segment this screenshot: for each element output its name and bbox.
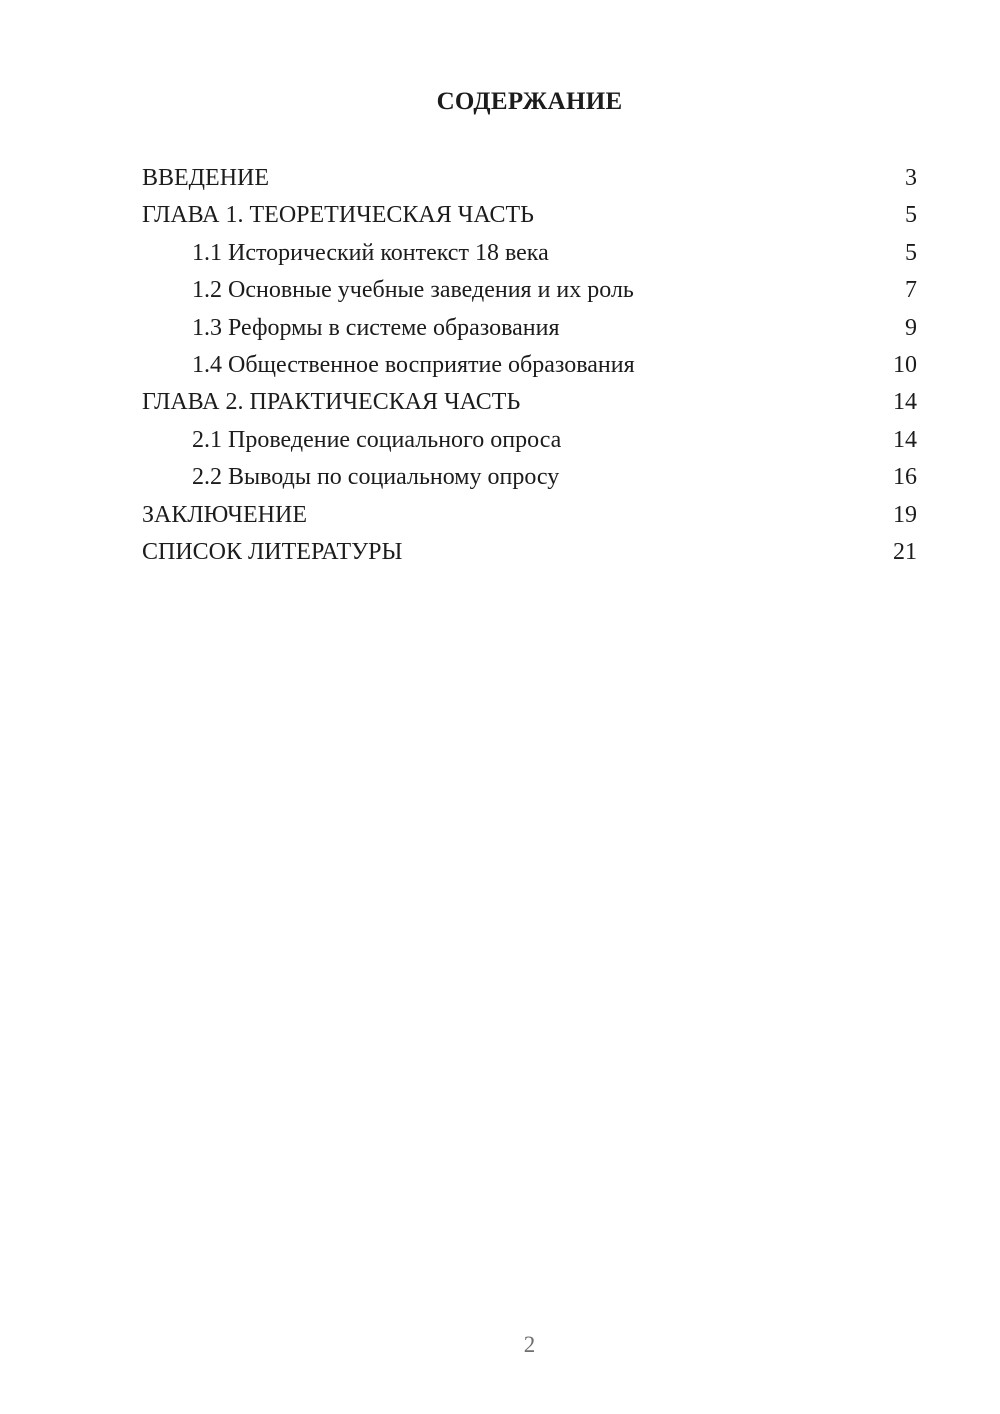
toc-entry [142, 310, 917, 347]
toc-entry [142, 459, 917, 496]
toc-entry-page-number: 14 [893, 426, 917, 453]
toc-entry-page-number: 3 [905, 165, 917, 191]
toc-entry-label: 1.3 Реформы в системе образования [192, 314, 560, 341]
toc-entry-page-number: 21 [893, 539, 917, 566]
toc-entry-label: ГЛАВА 1. ТЕОРЕТИЧЕСКАЯ ЧАСТЬ [142, 202, 534, 229]
toc-entry-label: ВВЕДЕНИЕ [142, 165, 270, 191]
toc-entry [142, 384, 917, 421]
footer-page-number: 2 [523, 1332, 536, 1357]
toc-entry-label: 1.1 Исторический контекст 18 века [192, 239, 549, 266]
toc-entry-label: СПИСОК ЛИТЕРАТУРЫ [142, 539, 403, 566]
toc-entry-page-number: 5 [905, 239, 917, 266]
page-title: СОДЕРЖАНИЕ [436, 88, 623, 115]
toc-entry [142, 160, 917, 197]
toc-entry [142, 347, 917, 384]
toc-entry [142, 534, 917, 571]
toc-entry [142, 235, 917, 272]
toc-entry-page-number: 19 [893, 501, 917, 528]
toc-entry-page-number: 9 [905, 314, 917, 341]
toc-entry [142, 272, 917, 309]
page-content [142, 86, 917, 571]
toc-entry [142, 497, 917, 534]
toc-entry [142, 197, 917, 234]
toc-entry-label: 2.2 Выводы по социальному опросу [192, 464, 560, 491]
toc-entry-page-number: 10 [893, 352, 917, 379]
toc-list [142, 160, 917, 571]
toc-entry [142, 422, 917, 459]
toc-entry-page-number: 14 [893, 389, 917, 416]
toc-entry-label: 2.1 Проведение социального опроса [192, 426, 562, 453]
toc-entry-label: ЗАКЛЮЧЕНИЕ [142, 501, 307, 528]
toc-entry-label: 1.4 Общественное восприятие образования [192, 352, 635, 379]
toc-entry-page-number: 7 [905, 277, 917, 304]
toc-entry-page-number: 5 [905, 202, 917, 229]
toc-entry-page-number: 16 [893, 464, 917, 491]
toc-entry-label: ГЛАВА 2. ПРАКТИЧЕСКАЯ ЧАСТЬ [142, 389, 521, 416]
toc-entry-label: 1.2 Основные учебные заведения и их роль [192, 277, 634, 304]
